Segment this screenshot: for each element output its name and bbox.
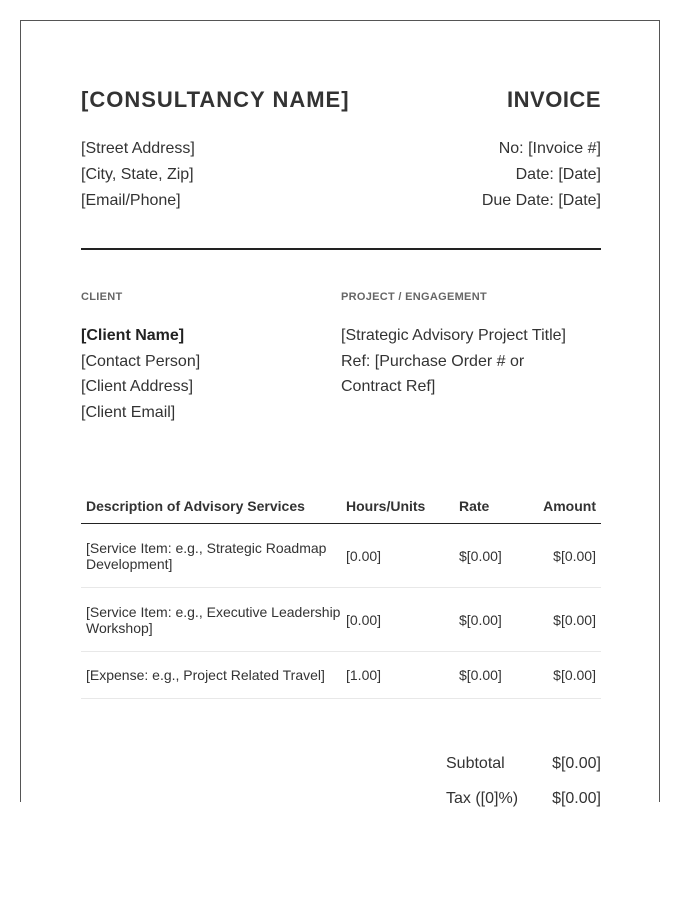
tax-value: $[0.00] <box>552 790 601 807</box>
company-address <box>81 136 195 214</box>
totals-section <box>446 748 601 818</box>
project-ref-line2: Contract Ref] <box>341 378 436 395</box>
subtotal-label: Subtotal <box>446 755 505 772</box>
parties-section <box>81 291 601 425</box>
row-amount: $[0.00] <box>553 667 596 683</box>
items-table <box>81 489 601 699</box>
row-hours: [1.00] <box>346 667 382 683</box>
project-block <box>341 291 601 425</box>
tax-row <box>446 783 601 818</box>
address-row <box>81 136 601 214</box>
invoice-date: Date: [Date] <box>515 166 601 183</box>
header-description: Description of Advisory Services <box>86 498 305 514</box>
row-description: [Expense: e.g., Project Related Travel] <box>86 667 325 683</box>
tax-label: Tax ([0]%) <box>446 790 519 807</box>
invoice-due-date: Due Date: [Date] <box>481 192 601 209</box>
row-amount: $[0.00] <box>553 611 596 628</box>
subtotal-row <box>446 748 601 783</box>
row-rate: $[0.00] <box>459 547 502 564</box>
client-email: [Client Email] <box>81 403 176 421</box>
table-header-row <box>81 489 601 524</box>
table-row <box>81 652 601 699</box>
invoice-sheet <box>20 20 660 807</box>
row-description: [Service Item: e.g., Executive Leadership Workshop] <box>86 603 341 636</box>
client-block <box>81 291 341 425</box>
header-rate: Rate <box>459 498 490 514</box>
table-row <box>81 588 601 652</box>
invoice-title: INVOICE <box>507 87 601 112</box>
subtotal-value: $[0.00] <box>552 755 601 772</box>
row-description: [Service Item: e.g., Strategic Roadmap Development] <box>86 539 327 572</box>
client-label: CLIENT <box>81 291 123 303</box>
row-amount: $[0.00] <box>553 547 596 564</box>
client-contact-person: [Contact Person] <box>81 352 201 370</box>
client-address: [Client Address] <box>81 378 194 395</box>
row-hours: [0.00] <box>346 611 382 628</box>
company-street: [Street Address] <box>81 140 195 157</box>
invoice-meta <box>482 136 601 214</box>
row-rate: $[0.00] <box>459 611 502 628</box>
title-row <box>81 87 601 117</box>
project-title: [Strategic Advisory Project Title] <box>341 327 566 344</box>
project-ref-line1: Ref: [Purchase Order # or <box>341 352 525 370</box>
table-row <box>81 524 601 588</box>
header-amount: Amount <box>543 498 596 514</box>
company-city: [City, State, Zip] <box>81 166 194 183</box>
invoice-number: No: [Invoice #] <box>498 140 601 157</box>
header-divider <box>81 248 601 250</box>
company-name: [CONSULTANCY NAME] <box>81 87 350 112</box>
company-contact: [Email/Phone] <box>81 192 181 209</box>
client-name: [Client Name] <box>81 327 185 344</box>
row-rate: $[0.00] <box>459 667 502 683</box>
project-label: PROJECT / ENGAGEMENT <box>341 291 487 303</box>
header-hours: Hours/Units <box>346 498 426 514</box>
row-hours: [0.00] <box>346 547 382 564</box>
